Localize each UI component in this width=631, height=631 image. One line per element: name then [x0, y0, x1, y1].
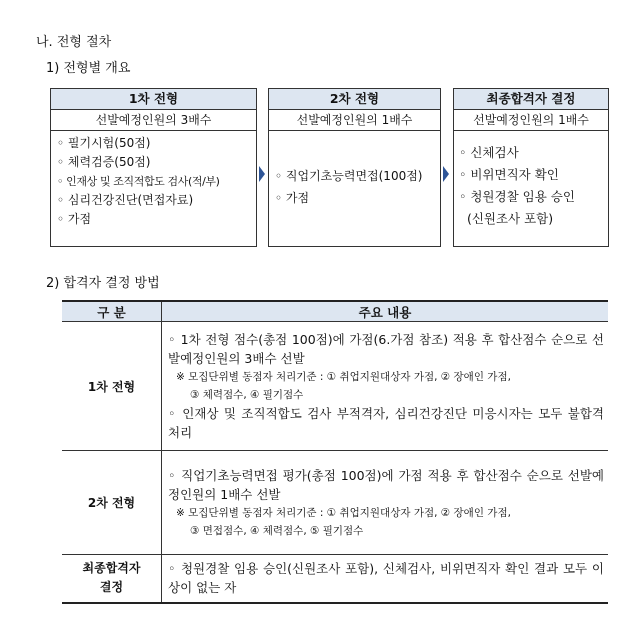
final-item: ◦ 청원경찰 임용 승인: [459, 189, 575, 204]
row-label: 2차 전형: [62, 451, 162, 555]
decision-heading: 2) 합격자 결정 방법: [46, 276, 160, 291]
row-label-line: 최종합격자: [82, 561, 141, 576]
row-label: 1차 전형: [62, 322, 162, 451]
overview-heading: 1) 전형별 개요: [46, 61, 131, 76]
stage1-item: ◦ 필기시험(50점): [57, 136, 151, 150]
decision-table: [62, 300, 608, 604]
stage2-title: 2차 전형: [269, 89, 440, 110]
table-row: [62, 555, 608, 603]
tie-rule-note: ③ 면접점수, ④ 체력점수, ⑤ 필기점수: [190, 524, 364, 537]
stage2-subtitle: 선발예정인원의 1배수: [269, 110, 440, 131]
header-content: 주요 내용: [162, 301, 609, 322]
final-subtitle: 선발예정인원의 1배수: [454, 110, 608, 131]
stage1-item: ◦ 인재상 및 조직적합도 검사(적/부): [57, 175, 220, 188]
final-box: [453, 88, 609, 247]
stage1-item: ◦ 심리건강진단(면접자료): [57, 193, 194, 207]
section-heading: 나. 전형 절차: [36, 35, 112, 50]
stage1-box: [50, 88, 257, 247]
stage1-item: ◦ 가점: [57, 212, 92, 226]
stage2-box: [268, 88, 441, 247]
tie-rule-note: ※ 모집단위별 동점자 처리기준 : ① 취업지원대상자 가점, ② 장애인 가점,: [176, 506, 511, 519]
tie-rule-note: ※ 모집단위별 동점자 처리기준 : ① 취업지원대상자 가점, ② 장애인 가점,: [176, 371, 511, 383]
stage1-subtitle: 선발예정인원의 3배수: [51, 110, 256, 131]
final-item: ◦ 비위면직자 확인: [459, 167, 559, 182]
row-text: ◦ 청원경찰 임용 승인(신원조사 포함), 신체검사, 비위면직자 확인 결과 모두 이상이 없는 자: [168, 561, 604, 596]
stage2-item: ◦ 직업기초능력면접(100점): [275, 169, 423, 183]
final-item: (신원조사 포함): [459, 211, 554, 226]
final-title: 최종합격자 결정: [454, 89, 608, 110]
row-label-line: 결정: [99, 580, 124, 595]
header-category: 구 분: [62, 301, 162, 322]
table-row: [62, 322, 608, 451]
table-row: [62, 451, 608, 555]
stage1-title: 1차 전형: [51, 89, 256, 110]
row-text: ◦ 인재상 및 조직적합도 검사 부적격자, 심리건강진단 미응시자는 모두 불합격 처리: [168, 406, 604, 440]
table-header-row: [62, 301, 608, 322]
stage2-item: ◦ 가점: [275, 191, 310, 205]
row-label: [62, 555, 162, 603]
row-text: ◦ 직업기초능력면접 평가(총점 100점)에 가점 적용 후 합산점수 순으로 선발예정인원의 1배수 선발: [168, 467, 604, 502]
final-item: ◦ 신체검사: [459, 145, 519, 160]
row-text: ◦ 1차 전형 점수(총점 100점)에 가점(6.가점 참조) 적용 후 합산점수 순으로 선발예정인원의 3배수 선발: [168, 332, 604, 366]
arrow-right-icon: [443, 166, 449, 182]
tie-rule-note: ③ 체력점수, ④ 필기점수: [190, 389, 304, 401]
stage1-item: ◦ 체력검증(50점): [57, 155, 151, 169]
arrow-right-icon: [259, 166, 265, 182]
